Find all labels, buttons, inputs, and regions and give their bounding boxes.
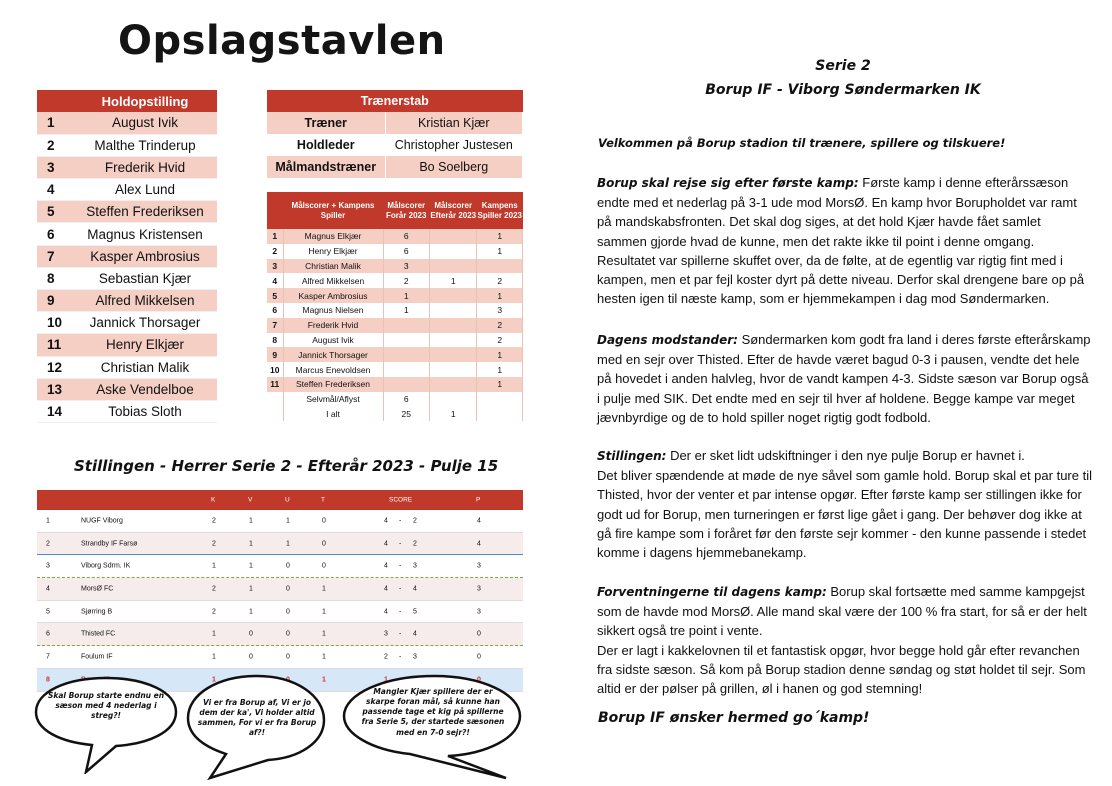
staff-header: Trænerstab: [360, 94, 429, 108]
section-text: Første kamp i denne efterårssæson endte med et nederlag på 3-1 ude mod MorsØ. En kamp hvor Borupholdet var ramt på mandskabsfronten. Det skal dog siges, at det hold Kjær havde fået samlet sammen gjorde hvad de kunne, men det rakte ikke til point i denne omgang.: [597, 175, 1077, 249]
scorer-motm: 2: [477, 318, 523, 333]
scorer-number: [267, 407, 283, 422]
scorers-header-name: Målscorer + Kampens Spiller: [291, 201, 375, 220]
standings-row: [37, 578, 523, 601]
staff-table: [267, 90, 523, 178]
team-points: 0: [477, 653, 481, 661]
speech-bubble-2: [180, 670, 330, 782]
scorer-motm: [477, 407, 523, 422]
staff-row: [267, 156, 523, 178]
player-name: Alfred Mikkelsen: [73, 290, 217, 312]
scorer-autumn: [429, 259, 477, 274]
team-wins: 1: [249, 585, 253, 593]
speech-bubble-3: [338, 672, 526, 782]
team-goals-for: 4: [384, 562, 388, 570]
team-goals-against: 2: [413, 540, 417, 548]
team-played: 1: [212, 630, 216, 638]
scorer-motm: 2: [477, 273, 523, 288]
total-row: [267, 407, 523, 422]
scorer-spring: [383, 333, 429, 348]
staff-name: Bo Soelberg: [385, 156, 523, 178]
team-points: 3: [477, 585, 481, 593]
team-losses: 0: [322, 562, 326, 570]
team-played: 2: [212, 608, 216, 616]
bubble-2-text: Vi er fra Borup af, Vi er jo dem der ka', Vi holder altid sammen, For vi er fra Borup af?!: [197, 698, 317, 738]
scorer-row: [267, 347, 523, 362]
team-points: 3: [477, 562, 481, 570]
section-first-match: [597, 173, 1092, 308]
scorer-number: 3: [267, 259, 283, 274]
scorer-autumn: [429, 362, 477, 377]
scorer-motm: [477, 392, 523, 407]
scorer-autumn: [429, 303, 477, 318]
section-text-2: Det bliver spændende at møde de nye såvel som gamle hold. Borup skal et par ture til Thisted, hvor der venter et par intense opgør. Efter første kamp ser stillingen ikke for godt ud for Borup, men turneringen er først lige gået i gang. Der behøver dog ikke at gå fire kampe som i foråret før den første sejr kommer - den kunne passende i stedet komme i dagens hjemmebanekamp.: [597, 468, 1092, 561]
team-position: 5: [46, 608, 50, 616]
scorers-header-spring: Målscorer Forår 2023: [385, 201, 427, 220]
score-separator: -: [399, 630, 402, 638]
col-u: U: [285, 496, 290, 504]
team-played: 2: [212, 585, 216, 593]
lineup-row: [37, 134, 217, 156]
scorer-name: Alfred Mikkelsen: [283, 273, 383, 288]
team-draws: 1: [286, 517, 290, 525]
scorer-row: [267, 377, 523, 392]
scorer-name: Jannick Thorsager: [283, 347, 383, 362]
player-name: Frederik Hvid: [73, 156, 217, 178]
team-goals-against: 3: [413, 653, 417, 661]
team-goals-for: 4: [384, 540, 388, 548]
player-number: 7: [37, 245, 73, 267]
team-goals-for: 4: [384, 585, 388, 593]
team-name: Viborg Sdrm. IK: [81, 562, 131, 570]
player-name: Sebastian Kjær: [73, 267, 217, 289]
team-points: 0: [477, 630, 481, 638]
standings-row: [37, 510, 523, 533]
scorer-row: [267, 259, 523, 274]
section-text: Søndermarken kom godt fra land i deres første efterårskamp med en sejr over Thisted. Efter de havde været bagud 0-3 i pausen, vendte det hele på hovedet i anden halvleg, hvor de vandt kampen 4-3. Sidste sæson var Borup også i pulje med SIK. Det endte med en sejr til hver af holdene. Begge kampe var meget jævnbyrdige og de to hold spiller noget rigtig godt fodbold.: [597, 332, 1091, 425]
team-wins: 0: [249, 653, 253, 661]
team-goals-for: 1: [384, 676, 388, 684]
staff-name: Christopher Justesen: [385, 134, 523, 156]
scorers-header-autumn: Målscorer Efterår 2023: [430, 201, 477, 220]
scorer-motm: 1: [477, 244, 523, 259]
player-name: Steffen Frederiksen: [73, 201, 217, 223]
team-goals-for: 4: [384, 608, 388, 616]
speech-bubble-shape: [30, 674, 182, 774]
scorer-spring: 1: [383, 288, 429, 303]
scorer-autumn: [429, 392, 477, 407]
serie-label: Serie 2: [815, 58, 871, 74]
scorer-number: 7: [267, 318, 283, 333]
score-separator: -: [399, 653, 402, 661]
scorer-spring: 1: [383, 303, 429, 318]
bubble-1-text: Skal Borup starte endnu en sæson med 4 nederlag i streg?!: [47, 691, 165, 721]
team-name: Thisted FC: [81, 630, 116, 638]
standings-table: [37, 490, 523, 692]
scorers-header-motm: Kampens Spiller 2023: [477, 201, 522, 220]
scorer-number: 8: [267, 333, 283, 348]
standings-row: [37, 533, 523, 556]
team-wins: 0: [249, 630, 253, 638]
scorer-motm: 1: [477, 362, 523, 377]
scorer-number: 4: [267, 273, 283, 288]
scorer-spring: 25: [383, 407, 429, 422]
scorer-number: 1: [267, 229, 283, 244]
scorer-row: [267, 288, 523, 303]
team-name: MorsØ FC: [81, 585, 114, 593]
player-name: Malthe Trinderup: [73, 134, 217, 156]
lineup-table: [37, 90, 217, 423]
lineup-row: [37, 400, 217, 422]
scorer-spring: [383, 318, 429, 333]
speech-bubble-1: [30, 674, 182, 774]
team-wins: 1: [249, 608, 253, 616]
scorer-name: Christian Malik: [283, 259, 383, 274]
scorer-row: [267, 303, 523, 318]
team-position: 4: [46, 585, 50, 593]
section-standings: [597, 446, 1092, 562]
team-points: 4: [477, 540, 481, 548]
col-k: K: [211, 496, 216, 504]
team-wins: 1: [249, 540, 253, 548]
scorer-name: August Ivik: [283, 333, 383, 348]
section-heading: Borup skal rejse sig efter første kamp:: [597, 176, 859, 190]
player-number: 2: [37, 134, 73, 156]
staff-row: [267, 112, 523, 134]
team-position: 3: [46, 562, 50, 570]
section-expectations: [597, 582, 1092, 698]
scorer-autumn: 1: [429, 273, 477, 288]
player-number: 3: [37, 156, 73, 178]
player-number: 10: [37, 312, 73, 334]
player-number: 8: [37, 267, 73, 289]
lineup-row: [37, 179, 217, 201]
score-separator: -: [399, 540, 402, 548]
staff-role: Holdleder: [267, 134, 385, 156]
team-goals-against: 3: [413, 562, 417, 570]
team-goals-against: 4: [413, 630, 417, 638]
section-text-2: Der er lagt i kakkelovnen til et fantastisk opgør, hvor begge hold går efter revanchen fra sidste sæson. Så kom på Borup stadion denne søndag og støt holdet til sejr. Som altid er der pølser på grillen, øl i hanen og god stemning!: [597, 642, 1086, 697]
player-number: 9: [37, 290, 73, 312]
scorer-autumn: [429, 244, 477, 259]
player-number: 5: [37, 201, 73, 223]
standings-row: [37, 646, 523, 669]
scorer-autumn: [429, 318, 477, 333]
staff-name: Kristian Kjær: [385, 112, 523, 134]
section-text: Der er sket lidt udskiftninger i den nye pulje Borup er havnet i.: [666, 448, 1025, 463]
lineup-row: [37, 312, 217, 334]
section-opponent: [597, 330, 1092, 427]
team-draws: 0: [286, 562, 290, 570]
team-goals-against: 5: [413, 608, 417, 616]
scorers-corner: [267, 192, 283, 229]
player-name: August Ivik: [73, 112, 217, 134]
col-p: P: [476, 496, 481, 504]
team-played: 1: [212, 562, 216, 570]
player-name: Jannick Thorsager: [73, 312, 217, 334]
team-draws: 0: [286, 608, 290, 616]
score-separator: -: [399, 608, 402, 616]
lineup-row: [37, 378, 217, 400]
standings-header-row: [37, 490, 523, 510]
scorer-name: Magnus Nielsen: [283, 303, 383, 318]
lineup-row: [37, 245, 217, 267]
scorer-name: I alt: [283, 407, 383, 422]
lineup-row: [37, 267, 217, 289]
player-name: Henry Elkjær: [73, 334, 217, 356]
team-wins: 1: [249, 517, 253, 525]
page-title: Opslagstavlen: [118, 18, 446, 64]
lineup-header: Holdopstilling: [101, 93, 189, 109]
scorer-row: [267, 244, 523, 259]
scorer-row: [267, 318, 523, 333]
scorer-number: 11: [267, 377, 283, 392]
standings-row: [37, 623, 523, 646]
player-number: 1: [37, 112, 73, 134]
scorer-row: [267, 362, 523, 377]
scorer-name: Magnus Elkjær: [283, 229, 383, 244]
lineup-row: [37, 356, 217, 378]
scorer-spring: [383, 362, 429, 377]
player-name: Alex Lund: [73, 179, 217, 201]
scorer-name: Steffen Frederiksen: [283, 377, 383, 392]
player-name: Kasper Ambrosius: [73, 245, 217, 267]
team-played: 2: [212, 517, 216, 525]
team-points: 4: [477, 517, 481, 525]
lineup-row: [37, 156, 217, 178]
team-played: 2: [212, 540, 216, 548]
scorer-autumn: 1: [429, 407, 477, 422]
team-draws: 1: [286, 540, 290, 548]
closing-line: Borup IF ønsker hermed go´kamp!: [598, 710, 870, 726]
scorer-autumn: [429, 347, 477, 362]
section-heading: Stillingen:: [597, 449, 667, 463]
scorer-name: Marcus Enevoldsen: [283, 362, 383, 377]
staff-row: [267, 134, 523, 156]
score-separator: -: [399, 517, 402, 525]
scorer-motm: 3: [477, 303, 523, 318]
team-goals-for: 4: [384, 517, 388, 525]
scorer-spring: 6: [383, 229, 429, 244]
team-losses: 0: [322, 540, 326, 548]
score-separator: -: [399, 585, 402, 593]
team-losses: 1: [322, 676, 326, 684]
section-heading: Forventningerne til dagens kamp:: [597, 585, 827, 599]
team-position: 1: [46, 517, 50, 525]
scorer-autumn: [429, 377, 477, 392]
player-number: 11: [37, 334, 73, 356]
team-losses: 1: [322, 653, 326, 661]
scorer-number: 5: [267, 288, 283, 303]
lineup-row: [37, 112, 217, 134]
scorers-table: [267, 192, 523, 421]
team-losses: 1: [322, 608, 326, 616]
team-losses: 1: [322, 585, 326, 593]
player-number: 6: [37, 223, 73, 245]
team-goals-against: 2: [413, 517, 417, 525]
staff-role: Træner: [267, 112, 385, 134]
scorer-number: 10: [267, 362, 283, 377]
scorer-name: Henry Elkjær: [283, 244, 383, 259]
scorer-spring: 6: [383, 392, 429, 407]
scorer-number: [267, 392, 283, 407]
scorer-row: [267, 229, 523, 244]
scorer-row: [267, 333, 523, 348]
col-v: V: [248, 496, 253, 504]
player-name: Magnus Kristensen: [73, 223, 217, 245]
scorer-row: [267, 273, 523, 288]
section-text-2: Resultatet var spillerne skuffet over, da de følte, at de egentlig var rigtig fint med i kampen, men et par fejl koster dyrt på dette niveau. Derfor skal drengene bare op på hesten igen til næste kamp, som er hjemmekampen i dag mod Søndermarken.: [597, 252, 1085, 307]
team-played: 1: [212, 676, 216, 684]
match-title: Borup IF - Viborg Søndermarken IK: [705, 82, 981, 98]
team-position: 7: [46, 653, 50, 661]
staff-role: Målmandstræner: [267, 156, 385, 178]
player-number: 13: [37, 378, 73, 400]
team-goals-for: 2: [384, 653, 388, 661]
team-wins: 1: [249, 562, 253, 570]
scorer-motm: 1: [477, 288, 523, 303]
team-losses: 0: [322, 517, 326, 525]
scorer-motm: [477, 259, 523, 274]
team-draws: 0: [286, 585, 290, 593]
scorer-number: 9: [267, 347, 283, 362]
player-number: 14: [37, 400, 73, 422]
team-position: 6: [46, 630, 50, 638]
team-position: 8: [46, 676, 50, 684]
scorer-motm: 1: [477, 377, 523, 392]
col-t: T: [321, 496, 325, 504]
scorer-spring: [383, 347, 429, 362]
team-name: Sjørring B: [81, 608, 113, 616]
team-losses: 1: [322, 630, 326, 638]
team-position: 2: [46, 540, 50, 548]
scorer-spring: 2: [383, 273, 429, 288]
section-text: Borup skal fortsætte med samme kampgejst som de havde mod MorsØ. Alle mand skal være der 100 % fra start, for så er der helt sikkert også tre point i vente.: [597, 584, 1087, 639]
match-heading: [600, 54, 1086, 102]
standings-row: [37, 601, 523, 624]
scorer-motm: 2: [477, 333, 523, 348]
standings-row: [37, 555, 523, 578]
scorer-spring: [383, 377, 429, 392]
welcome-line: Velkommen på Borup stadion til trænere, spillere og tilskuere!: [598, 136, 1006, 150]
scorer-name: Selvmål/Aflyst: [283, 392, 383, 407]
player-number: 4: [37, 179, 73, 201]
lineup-corner: [37, 90, 73, 112]
scorer-autumn: [429, 229, 477, 244]
score-separator: -: [399, 562, 402, 570]
scorer-motm: 1: [477, 347, 523, 362]
team-goals-against: 4: [413, 585, 417, 593]
own-goal-row: [267, 392, 523, 407]
standings-title: Stillingen - Herrer Serie 2 - Efterår 2023 - Pulje 15: [74, 457, 499, 475]
player-name: Aske Vendelboe: [73, 378, 217, 400]
team-draws: 0: [286, 653, 290, 661]
team-goals-for: 3: [384, 630, 388, 638]
lineup-row: [37, 290, 217, 312]
scorer-name: Kasper Ambrosius: [283, 288, 383, 303]
team-name: NUGF Viborg: [81, 517, 123, 525]
scorer-autumn: [429, 288, 477, 303]
team-points: 0: [477, 676, 481, 684]
team-played: 1: [212, 653, 216, 661]
lineup-row: [37, 223, 217, 245]
player-name: Christian Malik: [73, 356, 217, 378]
player-name: Tobias Sloth: [73, 400, 217, 422]
team-name: Foulum IF: [81, 653, 113, 661]
scorer-number: 6: [267, 303, 283, 318]
team-name: Strandby IF Farsø: [81, 540, 138, 548]
scorer-motm: 1: [477, 229, 523, 244]
bubble-3-text: Mangler Kjær spillere der er skarpe foran mål, så kunne han passende tage et kig på spillerne fra Serie 5, der startede sæsonen med en 7-0 sejr?!: [361, 687, 505, 737]
scorer-autumn: [429, 333, 477, 348]
lineup-row: [37, 201, 217, 223]
section-heading: Dagens modstander:: [597, 333, 738, 347]
scorer-number: 2: [267, 244, 283, 259]
lineup-row: [37, 334, 217, 356]
scorer-spring: 3: [383, 259, 429, 274]
team-points: 3: [477, 608, 481, 616]
scorer-name: Frederik Hvid: [283, 318, 383, 333]
scorer-spring: 6: [383, 244, 429, 259]
col-score: SCORE: [389, 496, 413, 504]
player-number: 12: [37, 356, 73, 378]
team-draws: 0: [286, 630, 290, 638]
